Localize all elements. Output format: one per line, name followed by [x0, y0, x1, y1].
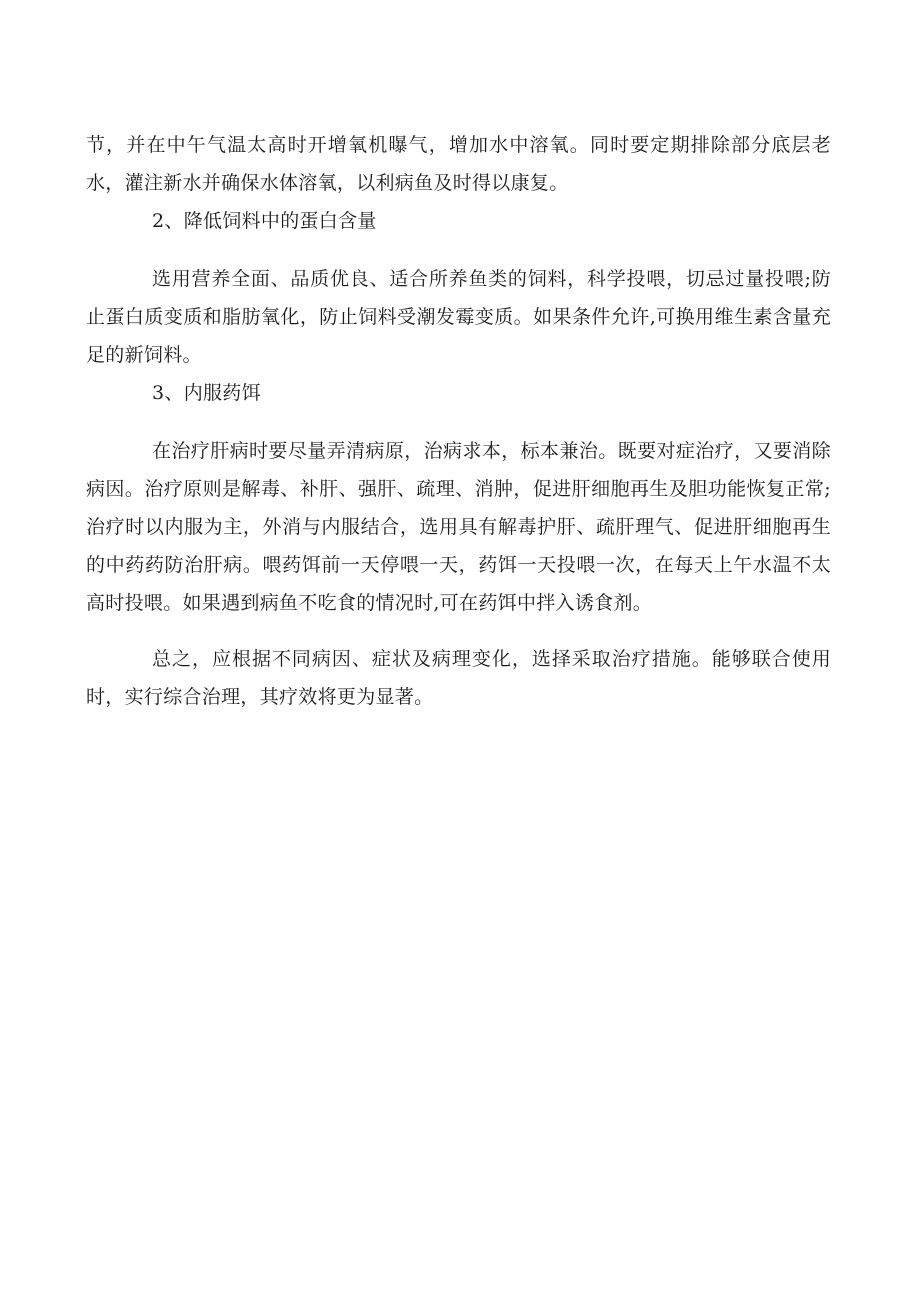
- paragraph-continuation: 节，并在中午气温太高时开增氧机曝气，增加水中溶氧。同时要定期排除部分底层老水，灌注新水并确保水体溶氧，以利病鱼及时得以康复。: [86, 134, 831, 194]
- section-heading-2: 2、降低饲料中的蛋白含量: [152, 210, 377, 232]
- paragraph-medicated-bait: 在治疗肝病时要尽量弄清病原，治病求本，标本兼治。既要对症治疗，又要消除病因。治疗原则是解毒、补肝、强肝、疏理、消肿，促进肝细胞再生及胆功能恢复正常;治疗时以内服为主，外消与内服结合，选用具有解毒护肝、疏肝理气、促进肝细胞再生的中药药防治肝病。喂药饵前一天停喂一天，药饵一天投喂一次，在每天上午水温不太高时投喂。如果遇到病鱼不吃食的情况时,可在药饵中拌入诱食剂。: [86, 440, 831, 614]
- paragraph-feed: 选用营养全面、品质优良、适合所养鱼类的饲料，科学投喂，切忌过量投喂;防止蛋白质变质和脂肪氧化，防止饲料受潮发霉变质。如果条件允许,可换用维生素含量充足的新饲料。: [86, 268, 831, 366]
- paragraph-summary: 总之，应根据不同病因、症状及病理变化，选择采取治疗措施。能够联合使用时，实行综合治理，其疗效将更为显著。: [86, 648, 831, 708]
- section-heading-3: 3、内服药饵: [152, 382, 261, 404]
- document-body: [86, 126, 831, 716]
